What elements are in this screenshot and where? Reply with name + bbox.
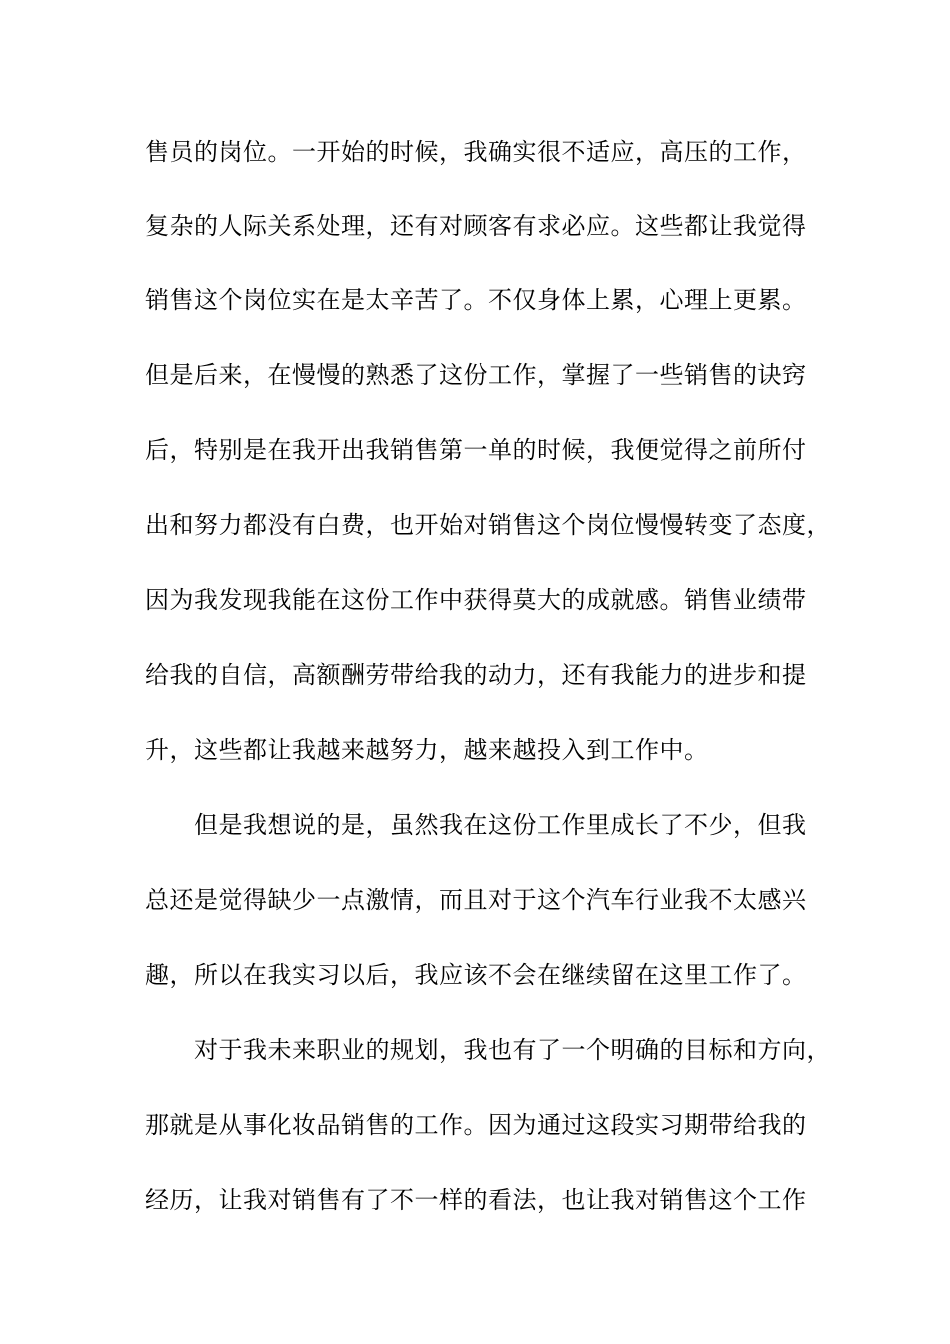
paragraph-line: 因为我发现我能在这份工作中获得莫大的成就感。销售业绩带 xyxy=(145,586,807,614)
paragraph-line: 经历，让我对销售有了不一样的看法，也让我对销售这个工作 xyxy=(145,1186,807,1214)
paragraph-first-line: 但是我想说的是，虽然我在这份工作里成长了不少，但我 xyxy=(194,811,807,839)
paragraph-line: 售员的岗位。一开始的时候，我确实很不适应，高压的工作， xyxy=(145,138,807,166)
paragraph-line: 那就是从事化妆品销售的工作。因为通过这段实习期带给我的 xyxy=(145,1111,807,1139)
paragraph-line: 给我的自信，高额酬劳带给我的动力，还有我能力的进步和提 xyxy=(145,661,807,689)
paragraph-line: 但是后来，在慢慢的熟悉了这份工作，掌握了一些销售的诀窍 xyxy=(145,361,807,389)
paragraph-line: 后，特别是在我开出我销售第一单的时候，我便觉得之前所付 xyxy=(145,436,807,464)
paragraph-line: 复杂的人际关系处理，还有对顾客有求必应。这些都让我觉得 xyxy=(145,212,807,240)
paragraph-line: 总还是觉得缺少一点激情，而且对于这个汽车行业我不太感兴 xyxy=(145,886,807,914)
paragraph-line: 升，这些都让我越来越努力，越来越投入到工作中。 xyxy=(145,736,709,764)
paragraph-line: 趣，所以在我实习以后，我应该不会在继续留在这里工作了。 xyxy=(145,961,807,989)
paragraph-line: 出和努力都没有白费，也开始对销售这个岗位慢慢转变了态度， xyxy=(145,511,831,539)
paragraph-first-line: 对于我未来职业的规划，我也有了一个明确的目标和方向， xyxy=(194,1036,831,1064)
paragraph-line: 销售这个岗位实在是太辛苦了。不仅身体上累，心理上更累。 xyxy=(145,286,807,314)
